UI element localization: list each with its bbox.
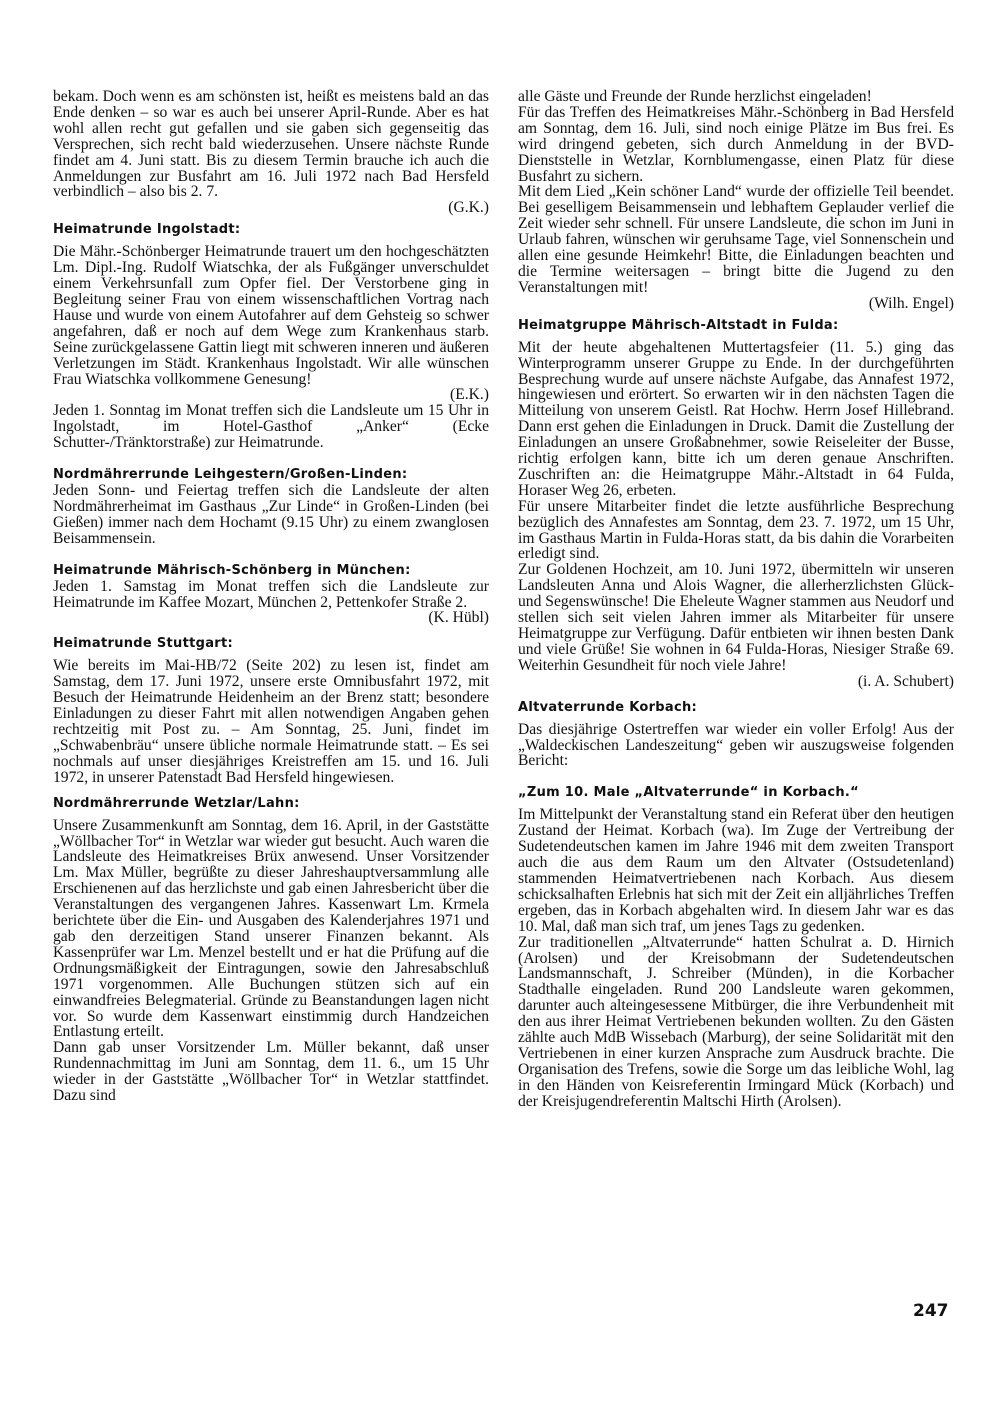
paragraph-altvaterrunde: Im Mittelpunkt der Veranstaltung stand ein Referat über den heutigen Zustand der Heimat. Korbach (wa). Im Zuge der Vertreibung der Sudetendeutschen kamen im Jahre 1946 mit dem zweiten Transport auch die aus dem Raum um den Altvater (Ostsudetenland) stammenden Heimatvertriebenen nach Korbach. Aus diesem schicksalhaften Erlebnis hat sich mit der Zeit ein alljährliches Treffen ergeben, das in Korbach abgehalten wird. In diesem Jahr war es das 10. Mal, daß man sich traf, um jenes Tags zu gedenken.: [518, 806, 954, 935]
paragraph-wetzlar: Unsere Zusammenkunft am Sonntag, dem 16. April, in der Gaststätte „Wöllbacher Tor“ in Wetzlar war wieder gut besucht. Auch waren die Landsleute des Heimatkreises Brüx anwesend. Unser Vorsitzender Lm. Max Müller, begrüßte zu dieser Jahreshauptversammlung alle Erschienenen auf das herzlichste und gab einen Jahresbericht über die Veranstaltungen des vergangenen Jahres. Kassenwart Lm. Krmela berichtete über die Ein- und Ausgaben des Kalenderjahres 1971 und gab den derzeitigen Stand unserer Finanzen bekannt. Als Kassenprüfer war Lm. Menzel bestellt und er hat die Prüfung auf die Ordnungsmäßigkeit der Eintragungen, sowie den Jahresabschluß 1971 vorgenommen. Alle Buchungen stützen sich auf ein einwandfreies Belegmaterial. Gründe zu Beanstandungen lagen nicht vor. So wurde dem Kassenwart einstimmig durch Handzeichen Entlastung erteilt.: [53, 816, 490, 1041]
heading-ingolstadt: Heimatrunde Ingolstadt:: [53, 222, 241, 238]
paragraph-ingolstadt-meeting: Jeden 1. Sonntag im Monat treffen sich die Landsleute um 15 Uhr in Ingolstadt, im Hotel-Gasthof „Anker“ (Ecke Schutter-/Tränktorstraße) zur Heimatrunde.: [53, 402, 489, 452]
paragraph-muenchen: Jeden 1. Samstag im Monat treffen sich die Landsleute zur Heimatrunde im Kaffee Mozart, München 2, Pettenkofer Straße 2.: [53, 577, 489, 611]
paragraph-fulda-meeting: Für unsere Mitarbeiter findet die letzte ausführliche Besprechung bezüglich des Annafestes am Sonntag, dem 23. 7. 1972, um 15 Uhr, im Gasthaus Martin in Fulda-Horas statt, da bis dahin die Vorarbeiten erledigt sind.: [518, 497, 954, 563]
left-column: [53, 89, 489, 1104]
signature-schubert: (i. A. Schubert): [857, 672, 954, 690]
paragraph-leihgestern: Jeden Sonn- und Feiertag treffen sich die Landsleute der alten Nordmährerheimat im Gasthaus „Zur Linde“ in Großen-Linden (bei Gießen) immer nach dem Hochamt (9.15 Uhr) zu einem zwanglosen Beisammensein.: [53, 482, 489, 547]
signature-gk: (G.K.): [448, 199, 489, 217]
paragraph-ingolstadt: Die Mähr.-Schönberger Heimatrunde trauert um den hochgeschätzten Lm. Dipl.-Ing. Rudolf Wiatschka, der als Fußgänger unverschuldet einem Verkehrsunfall zum Opfer fiel. Der Verstorbene ging in Begleitung seiner Frau von einem wissenschaftlichen Vortrag nach Hause und wurde von einem Autofahrer auf dem Gehsteig so schwer angefahren, daß er noch auf dem Wege zum Krankenhaus starb. Seine zurückgelassene Gattin liegt mit schweren inneren und äußeren Verletzungen im Städt. Krankenhaus Ingolstadt. Wir alle wünschen Frau Wiatschka vollkommene Genesung!: [53, 243, 489, 388]
intro-paragraph: bekam. Doch wenn es am schönsten ist, heißt es meistens bald an das Ende denken – so war es auch bei unserer April-Runde. Aber es hat wohl allen recht gut gefallen und sie gaben sich gegenseitig das Versprechen, sich recht bald wiederzusehen. Unsere nächste Runde findet am 4. Juni statt. Bis zu diesem Termin brauche ich auch die Anmeldungen zur Busfahrt am 16. Juli 1972 nach Bad Hersfeld verbindlich – also bis 2. 7.: [53, 88, 489, 201]
paragraph-lied: Mit dem Lied „Kein schöner Land“ wurde der offizielle Teil beendet. Bei geselligem Beisammensein und lebhaftem Geplauder verlief die Zeit wieder sehr schnell. Für unsere Landsleute, die schon im Juni in Urlaub fahren, wünschen wir geruhsame Tage, viel Sonnenschein und allen eine gesunde Heimkehr! Bitte, die Einladungen beachten und die Termine weitersagen – bringt bitte die Jugend zu den Veranstaltungen mit!: [518, 183, 954, 296]
paragraph-korbach: Das diesjährige Ostertreffen war wieder ein voller Erfolg! Aus der „Waldeckischen Landeszeitung“ geben wir auszugsweise folgenden Bericht:: [518, 720, 954, 770]
paragraph-altvaterrunde-guests: Zur traditionellen „Altvaterrunde“ hatten Schulrat a. D. Hirnich (Arolsen) und der Kreisobmann der Sudetendeutschen Landsmannschaft, J. Schreiber (Münden), in die Korbacher Stadthalle eingeladen. Rund 200 Landsleute waren gekommen, darunter auch alteingesessene Mitbürger, die ihre Verbundenheit mit den aus ihrer Heimat Vertriebenen bekunden wollten. Zu den Gästen zählte auch MdB Wissebach (Marburg), der seine Solidarität mit den Vertriebenen in einer kurzen Ansprache zum Ausdruck brachte. Die Organisation des Trefens, sowie die Sorge um das leibliche Wohl, lag in den Händen von Keisreferentin Irmingard Mück (Korbach) und der Kreisjugendreferentin Maltschi Hirth (Arolsen).: [518, 933, 954, 1110]
heading-altvaterrunde: „Zum 10. Male „Altvaterrunde“ in Korbach.“: [518, 785, 859, 801]
heading-korbach: Altvaterrunde Korbach:: [518, 699, 698, 715]
heading-stuttgart: Heimatrunde Stuttgart:: [53, 636, 234, 652]
heading-leihgestern: Nordmährerrunde Leihgestern/Großen-Linden:: [53, 467, 408, 483]
paragraph-hersfeld-bus: Für das Treffen des Heimatkreises Mähr.-Schönberg in Bad Hersfeld am Sonntag, dem 16. Juli, sind noch einige Plätze im Bus frei. Es wird dringend gebeten, sich durch Anmeldung in der BVD-Dienststelle in Wetzlar, Kornblumengasse, einen Platz für diese Busfahrt zu sichern.: [518, 103, 954, 185]
paragraph-continuation: alle Gäste und Freunde der Runde herzlichst eingeladen!: [518, 88, 872, 105]
signature-ek: (E.K.): [450, 386, 489, 404]
paragraph-wetzlar-next: Dann gab unser Vorsitzender Lm. Müller bekannt, daß unser Rundennachmittag im Juni am Sonntag, dem 11. 6., um 15 Uhr wieder in der Gaststätte „Wöllbacher Tor“ in Wetzlar stattfindet. Dazu sind: [53, 1039, 489, 1105]
heading-fulda: Heimatgruppe Mährisch-Altstadt in Fulda:: [518, 317, 839, 333]
paragraph-stuttgart: Wie bereits im Mai-HB/72 (Seite 202) zu lesen ist, findet am Samstag, dem 17. Juni 1972, unsere erste Omnibusfahrt 1972, mit Besuch der Heimatrunde Heidenheim an der Brenz statt; besondere Einladungen zu dieser Fahrt mit allen notwendigen Angaben gehen rechtzeitig mit Post zu. – Am Sonntag, 25. Juni, findet im „Schwabenbräu“ unsere übliche normale Heimatrunde statt. – Es sei nochmals auf unser diesjähriges Kreistreffen am 15. und 16. Juli 1972, in unserer Patenstadt Bad Hersfeld hingewiesen.: [53, 657, 489, 786]
signature-engel: (Wilh. Engel): [868, 294, 954, 312]
paragraph-fulda-wedding: Zur Goldenen Hochzeit, am 10. Juni 1972, übermitteln wir unseren Landsleuten Anna und Alois Wagner, die allerherzlichsten Glück- und Segenswünsche! Die Eheleute Wagner stammen aus Neudorf und stellen sich seit vielen Jahren immer als Mitarbeiter für unsere Heimatgruppe zur Verfügung. Dafür entbieten wir ihnen besten Dank und viele Grüße! Sie wohnen in 64 Fulda-Horas, Niesiger Straße 69. Weiterhin Gesundheit für noch viele Jahre!: [518, 561, 954, 674]
heading-muenchen: Heimatrunde Mährisch-Schönberg in München:: [53, 562, 411, 578]
page-number: 247: [913, 1301, 949, 1321]
paragraph-fulda: Mit der heute abgehaltenen Muttertagsfeier (11. 5.) ging das Winterprogramm unserer Gruppe zu Ende. In der durchgeführten Besprechung wurde auf unsere nächste Aufgabe, das Annafest 1972, hingewiesen und erörtert. So erwarten wir in den nächsten Tagen die Mitteilung von unserem Geistl. Rat Hochw. Herrn Josef Hillebrand. Dann erst gehen die Einladungen in Druck. Damit die Zustellung der Einladungen an unsere Großabnehmer, sowie Reiseleiter der Busse, richtig erfolgen kann, bitte ich um deren genaue Anschriften. Zuschriften an: die Heimatgruppe Mähr.-Altstadt in 64 Fulda, Horaser Weg 26, erbeten.: [518, 338, 954, 499]
signature-huebl: (K. Hübl): [428, 609, 489, 627]
right-column: [518, 89, 954, 1110]
heading-wetzlar: Nordmährerrunde Wetzlar/Lahn:: [53, 795, 300, 811]
